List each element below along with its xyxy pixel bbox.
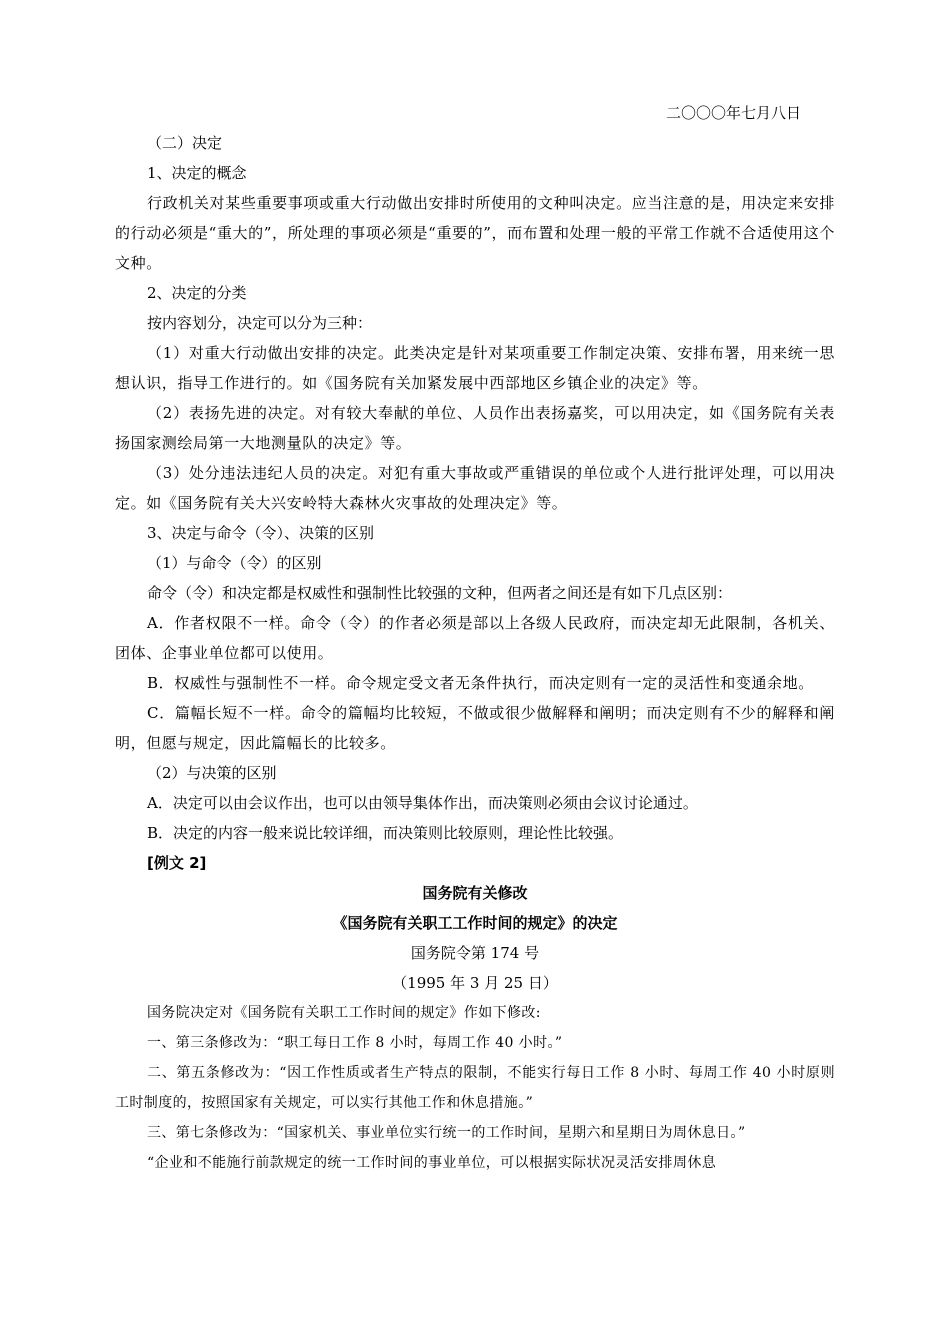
- body-paragraph: （1）对重大行动做出安排的决定。此类决定是针对某项重要工作制定决策、安排布署，用来统一思想认识，指导工作进行的。如《国务院有关加紧发展中西部地区乡镇企业的决定》等。: [115, 344, 835, 392]
- body-paragraph: C．篇幅长短不一样。命令的篇幅均比较短，不做或很少做解释和阐明；而决定则有不少的解释和阐明，但愿与规定，因此篇幅长的比较多。: [115, 704, 835, 752]
- example-body-paragraph: 国务院决定对《国务院有关职工工作时间的规定》作如下修改:: [147, 1005, 541, 1021]
- subsection-heading: 3、决定与命令（令）、决策的区别: [147, 524, 375, 542]
- body-paragraph: （2）表扬先进的决定。对有较大奉献的单位、人员作出表扬嘉奖，可以用决定，如《国务院有关表扬国家测绘局第一大地测量队的决定》等。: [115, 404, 835, 452]
- example-body-paragraph: “企业和不能施行前款规定的统一工作时间的事业单位，可以根据实际状况灵活安排周休息: [147, 1155, 717, 1171]
- body-paragraph: B．权威性与强制性不一样。命令规定受文者无条件执行，而决定则有一定的灵活性和变通余地。: [147, 674, 814, 692]
- section-heading: （二）决定: [147, 134, 223, 152]
- example-doc-number: 国务院令第 174 号: [410, 944, 540, 962]
- example-body-paragraph: 三、第七条修改为：“国家机关、事业单位实行统一的工作时间，星期六和星期日为周休息日。”: [147, 1125, 746, 1141]
- body-paragraph: （3）处分违法违纪人员的决定。对犯有重大事故或严重错误的单位或个人进行批评处理，可以用决定。如《国务院有关大兴安岭特大森林火灾事故的处理决定》等。: [115, 464, 835, 512]
- example-title-line-1: 国务院有关修改: [422, 884, 528, 902]
- example-body-paragraph: 二、第五条修改为：“因工作性质或者生产特点的限制，不能实行每日工作 8 小时、每周工作 40 小时原则工时制度的，按照国家有关规定，可以实行其他工作和休息措施。”: [115, 1065, 835, 1111]
- example-title-line-2: 《国务院有关职工工作时间的规定》的决定: [332, 914, 618, 932]
- subsection-heading: 1、决定的概念: [147, 164, 247, 182]
- subsection-heading: （1）与命令（令）的区别: [147, 554, 322, 572]
- subsection-heading: （2）与决策的区别: [147, 764, 277, 782]
- body-paragraph: A．作者权限不一样。命令（令）的作者必须是部以上各级人民政府，而决定却无此限制，各机关、团体、企事业单位都可以使用。: [115, 614, 835, 662]
- body-paragraph: 行政机关对某些重要事项或重大行动做出安排时所使用的文种叫决定。应当注意的是，用决定来安排的行动必须是“重大的”，所处理的事项必须是“重要的”，而布置和处理一般的平常工作就不合适使用这个文种。: [115, 194, 835, 272]
- body-paragraph: 按内容划分，决定可以分为三种：: [147, 314, 373, 332]
- example-body-paragraph: 一、第三条修改为：“职工每日工作 8 小时，每周工作 40 小时。”: [147, 1035, 563, 1051]
- body-paragraph: B．决定的内容一般来说比较详细，而决策则比较原则，理论性比较强。: [147, 824, 624, 842]
- body-paragraph: 命令（令）和决定都是权威性和强制性比较强的文种，但两者之间还是有如下几点区别：: [147, 584, 733, 602]
- document-date: 二〇〇〇年七月八日: [665, 104, 801, 122]
- document-body: [115, 98, 835, 1178]
- subsection-heading: 2、决定的分类: [147, 284, 247, 302]
- body-paragraph: A．决定可以由会议作出，也可以由领导集体作出，而决策则必须由会议讨论通过。: [147, 794, 698, 812]
- example-label: [例文 2]: [147, 854, 207, 872]
- example-doc-date: （1995 年 3 月 25 日）: [392, 974, 558, 992]
